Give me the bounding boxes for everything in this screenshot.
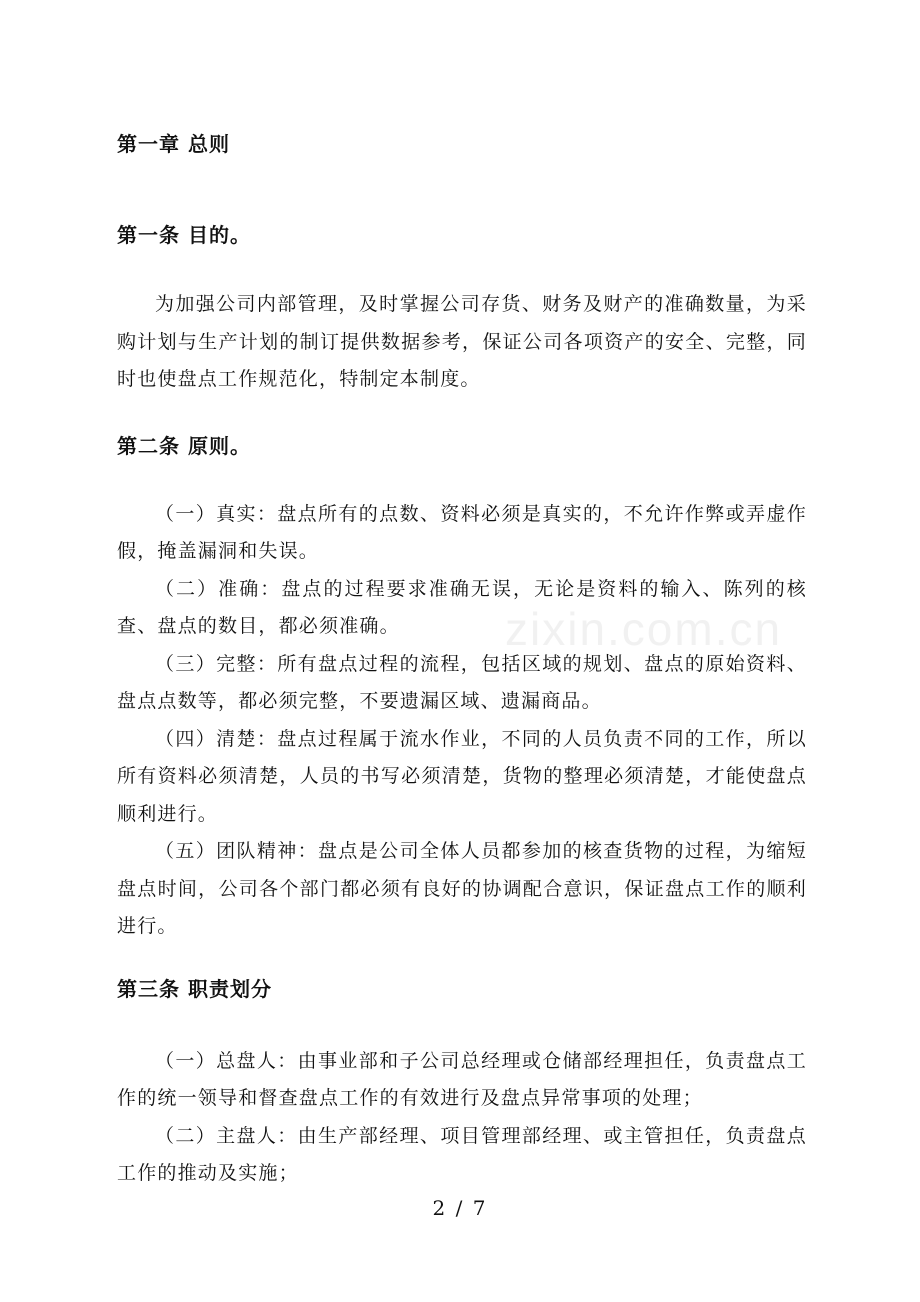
principle-truthful: （一）真实：盘点所有的点数、资料必须是真实的，不允许作弊或弄虚作假，掩盖漏洞和失误。 [117, 502, 807, 562]
document-body [117, 126, 807, 1193]
chapter-title: 第一章 总则 [117, 132, 230, 156]
role-chief-counter: （二）主盘人：由生产部经理、项目管理部经理、或主管担任，负责盘点工作的推动及实施； [117, 1124, 807, 1184]
principle-complete: （三）完整：所有盘点过程的流程，包括区域的规划、盘点的原始资料、盘点点数等，都必须完整，不要遗漏区域、遗漏商品。 [117, 652, 807, 712]
article-1-heading: 第一条 目的。 [117, 223, 251, 247]
watermark: zixin.com.cn [505, 603, 783, 655]
article-1-paragraph: 为加强公司内部管理，及时掌握公司存货、财务及财产的准确数量，为采购计划与生产计划的制订提供数据参考，保证公司各项资产的安全、完整，同时也使盘点工作规范化，特制定本制度。 [117, 293, 807, 390]
page-number: 2 / 7 [432, 1196, 488, 1220]
principle-clear: （四）清楚：盘点过程属于流水作业，不同的人员负责不同的工作，所以所有资料必须清楚，人员的书写必须清楚，货物的整理必须清楚，才能使盘点顺利进行。 [117, 727, 807, 825]
role-general-counter: （一）总盘人：由事业部和子公司总经理或仓储部经理担任，负责盘点工作的统一领导和督查盘点工作的有效进行及盘点异常事项的处理； [117, 1049, 807, 1109]
principle-teamwork: （五）团队精神：盘点是公司全体人员都参加的核查货物的过程，为缩短盘点时间，公司各个部门都必须有良好的协调配合意识，保证盘点工作的顺利进行。 [117, 840, 807, 937]
article-2-heading: 第二条 原则。 [117, 433, 251, 458]
article-3-heading: 第三条 职责划分 [117, 976, 272, 1001]
principle-accurate: （二）准确：盘点的过程要求准确无误，无论是资料的输入、陈列的核查、盘点的数目，都必须准确。 [117, 577, 807, 637]
